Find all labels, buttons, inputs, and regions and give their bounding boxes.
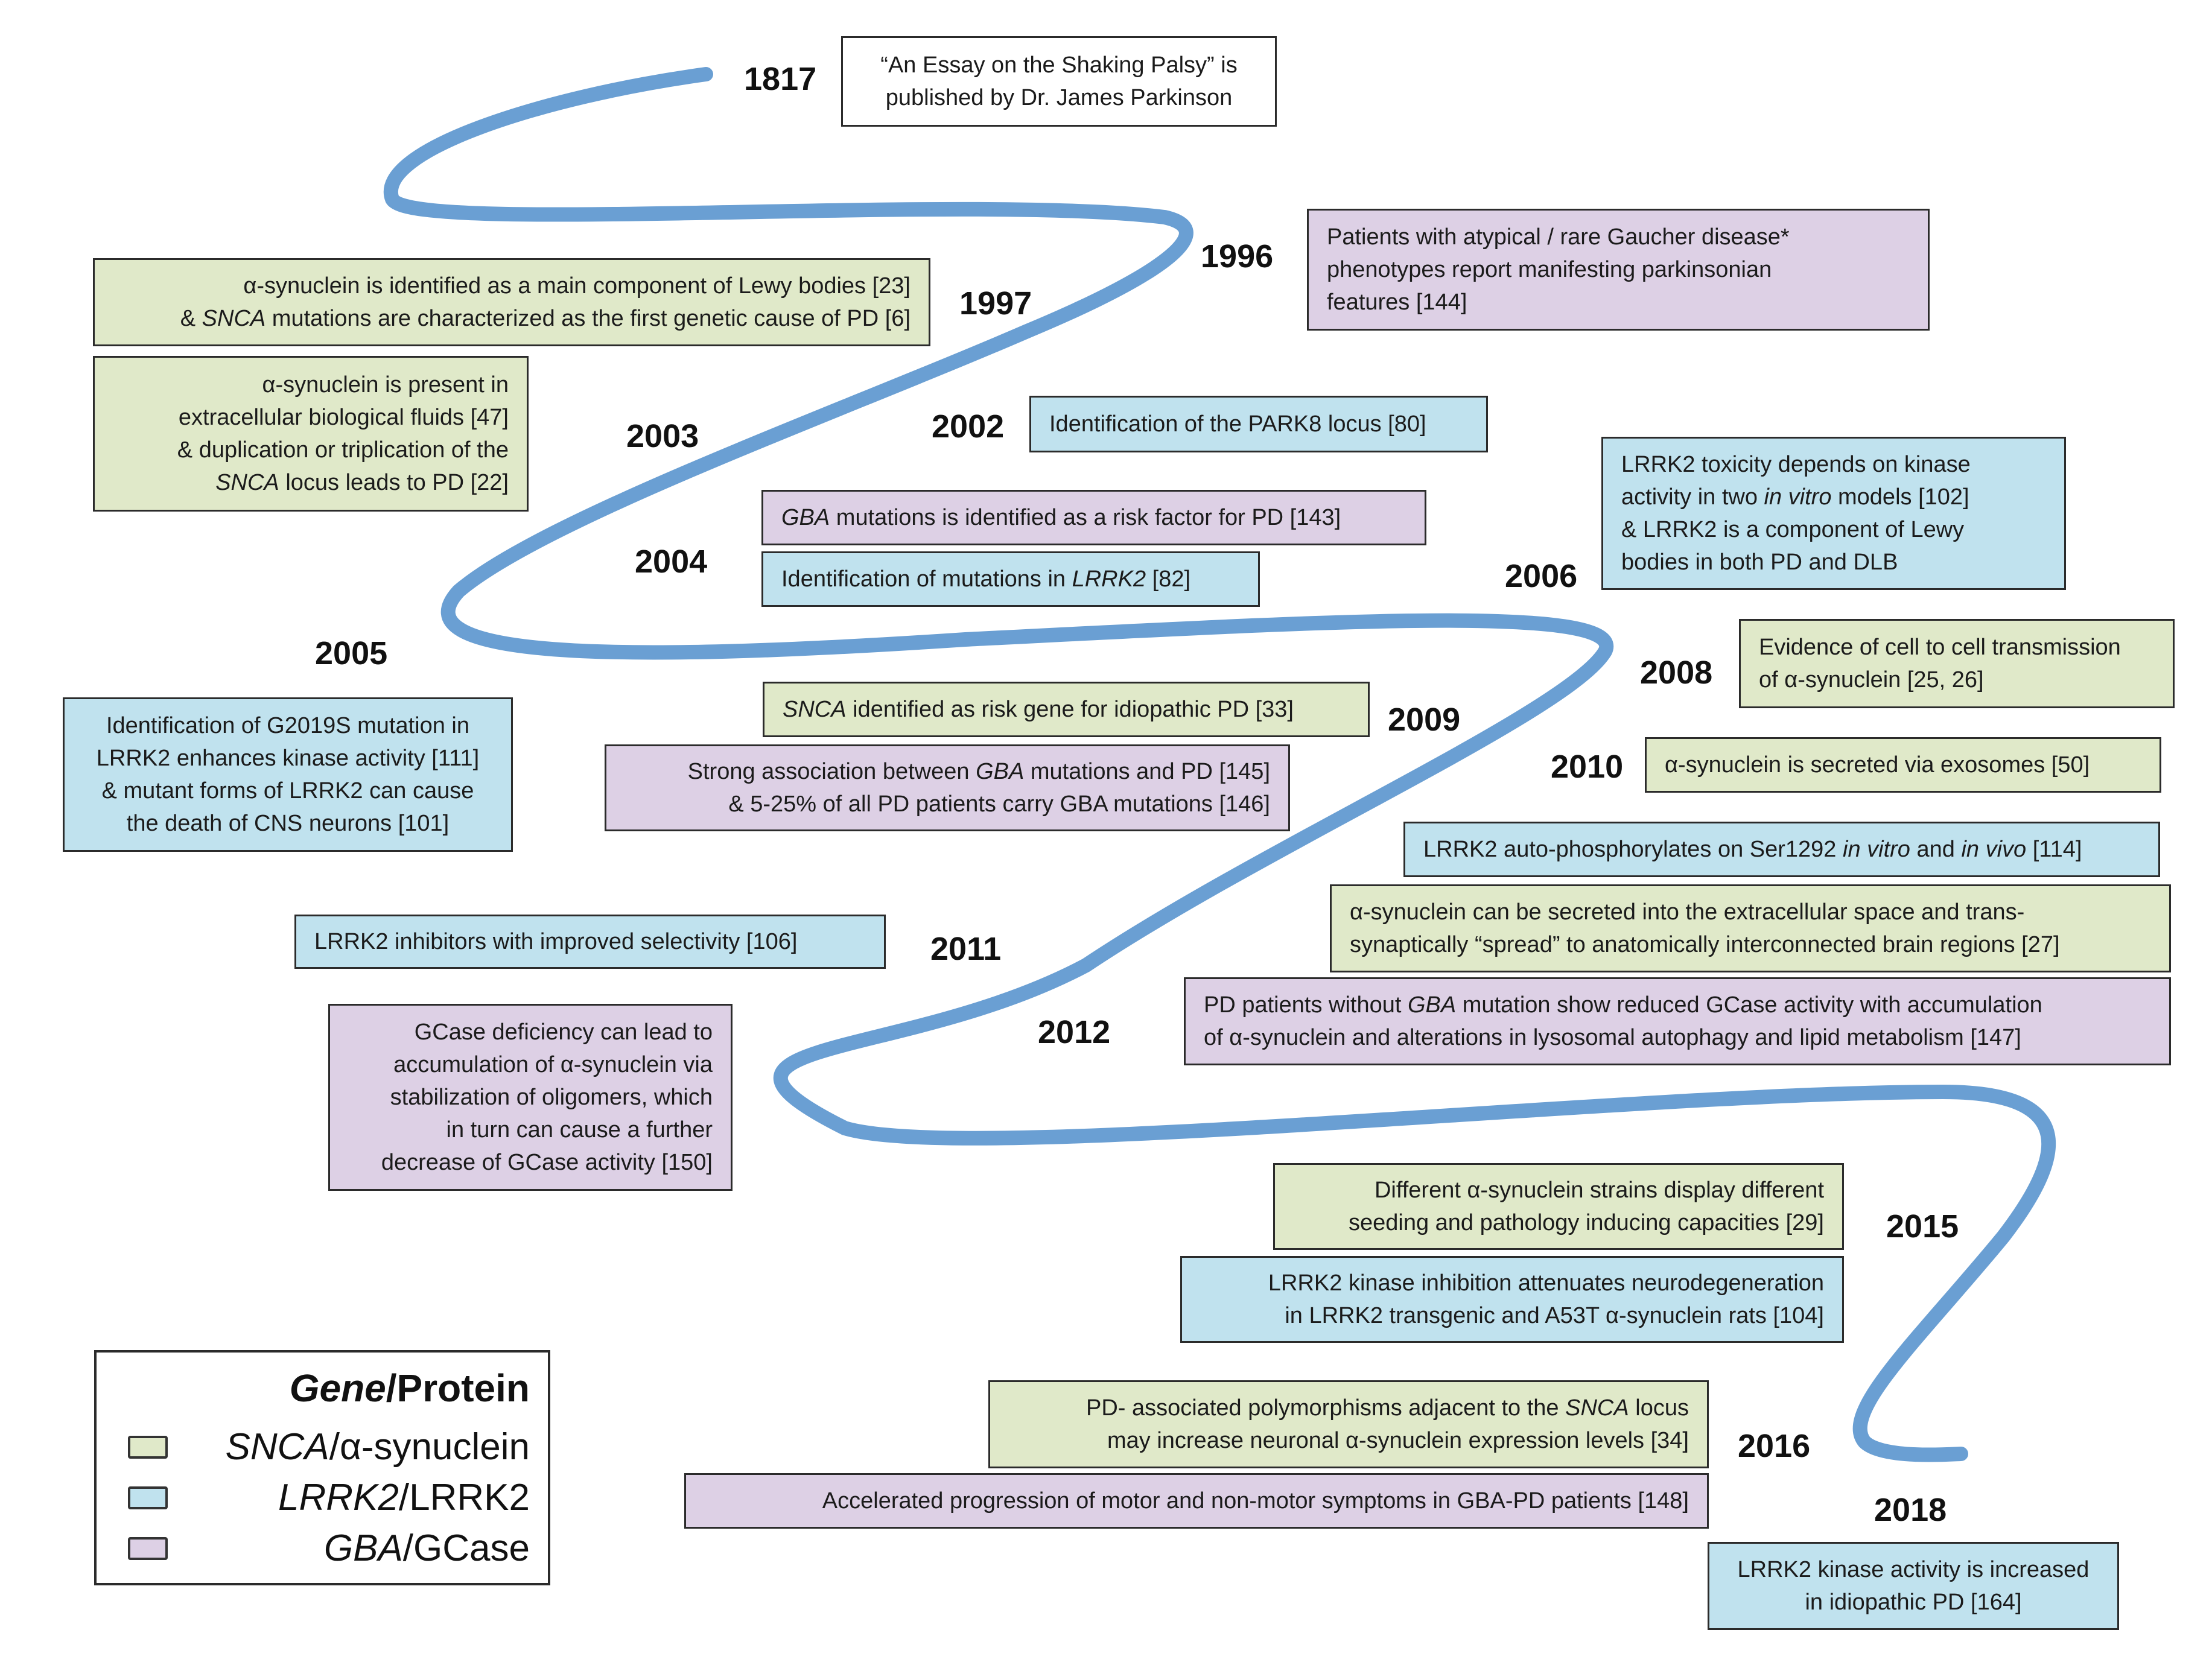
event-text-segment: activity in two: [1621, 484, 1764, 510]
event-text-line: [1327, 286, 1467, 319]
event-text-segment: α-synuclein is present in: [262, 372, 509, 398]
event-text-segment: Identification of G2019S mutation in: [106, 713, 470, 738]
event-text-segment: SNCA: [783, 697, 847, 722]
year-label: 1996: [1201, 238, 1274, 274]
event-text-segment: mutation show reduced GCase activity with accumulation: [1456, 992, 2042, 1018]
event-text-line: [102, 775, 474, 807]
event-text-line: [127, 807, 449, 840]
event-2004-lrrk2: [761, 551, 1260, 607]
event-text-line: [1350, 928, 2060, 961]
event-2012-gba-patients: [1184, 977, 2171, 1065]
event-text-segment: stabilization of oligomers, which: [390, 1085, 713, 1110]
legend-title-separator: /: [386, 1366, 397, 1410]
event-text-line: [1805, 1586, 2021, 1619]
event-text-line: [783, 693, 1294, 726]
event-text-segment: Strong association between: [687, 759, 976, 784]
legend-item-lrrk2: [97, 1477, 530, 1519]
event-text-segment: phenotypes report manifesting parkinsonian: [1327, 257, 1772, 282]
event-text-segment: LRRK2: [1072, 566, 1146, 592]
event-text-line: [179, 401, 509, 434]
year-label: 2016: [1738, 1428, 1811, 1464]
year-label: 2006: [1505, 558, 1578, 594]
event-text-line: [1285, 1299, 1824, 1332]
event-2016-gba: [684, 1473, 1709, 1529]
event-text-segment: α-synuclein can be secreted into the extracellular space and trans-: [1350, 899, 2025, 925]
event-text-segment: accumulation of α-synuclein via: [393, 1052, 713, 1077]
event-text-line: [180, 302, 911, 335]
event-text-segment: in idiopathic PD [164]: [1805, 1590, 2022, 1615]
event-1997: [93, 258, 930, 346]
legend-gene: SNCA: [225, 1426, 329, 1468]
event-text-segment: mutations is identified as a risk factor for PD [143]: [830, 505, 1341, 530]
event-text-segment: identified as risk gene for idiopathic PD [33]: [846, 697, 1294, 722]
event-text-line: [1049, 408, 1426, 440]
legend-swatch-lrrk2: [128, 1486, 168, 1509]
event-text-line: [1204, 989, 2042, 1021]
legend: [94, 1350, 550, 1585]
year-label: 2009: [1388, 702, 1461, 738]
event-text-line: [97, 742, 479, 775]
event-text-line: [447, 1114, 713, 1146]
event-1817: [841, 36, 1277, 127]
event-text-segment: &: [180, 306, 202, 331]
event-text-segment: “An Essay on the Shaking Palsy” is: [880, 52, 1238, 78]
year-label: 2004: [635, 544, 708, 580]
event-text-segment: in vitro: [1764, 484, 1832, 510]
event-text-segment: & mutant forms of LRRK2 can cause: [101, 778, 474, 804]
event-text-line: [1759, 631, 2121, 664]
legend-title-protein: Protein: [396, 1366, 530, 1410]
event-text-segment: Different α-synuclein strains display different: [1374, 1178, 1824, 1203]
event-2015-inhibition: [1180, 1256, 1844, 1343]
event-text-line: [1423, 833, 2082, 866]
event-text-segment: [82]: [1146, 566, 1191, 592]
event-2004-gba: [761, 490, 1426, 545]
event-text-segment: seeding and pathology inducing capacities [29]: [1348, 1210, 1824, 1235]
event-text-line: [1759, 664, 1984, 696]
year-label: 2010: [1551, 749, 1624, 785]
event-text-segment: LRRK2 inhibitors with improved selectivity [106]: [314, 929, 798, 954]
event-2015-strains: [1273, 1163, 1844, 1250]
event-text-segment: may increase neuronal α-synuclein expression levels [34]: [1107, 1428, 1689, 1453]
event-text-segment: in vivo: [1961, 837, 2027, 862]
event-text-segment: of α-synuclein and alterations in lysosomal autophagy and lipid metabolism [147]: [1204, 1025, 2021, 1050]
event-text-segment: & LRRK2 is a component of Lewy: [1621, 517, 1965, 542]
event-2008: [1739, 619, 2175, 708]
event-text-segment: Identification of mutations in: [781, 566, 1072, 592]
event-text-line: [415, 1016, 713, 1048]
event-2018: [1708, 1542, 2119, 1630]
event-text-line: [886, 81, 1233, 114]
event-text-segment: LRRK2 kinase inhibition attenuates neurodegeneration: [1268, 1270, 1824, 1296]
event-text-segment: of α-synuclein [25, 26]: [1759, 667, 1984, 693]
event-text-line: [1665, 749, 2090, 781]
event-1996: [1307, 209, 1930, 331]
event-text-segment: SNCA: [202, 306, 266, 331]
legend-label: LRRK2/LRRK2: [278, 1477, 530, 1518]
event-text-segment: Evidence of cell to cell transmission: [1759, 635, 2121, 660]
event-text-segment: features [144]: [1327, 290, 1467, 315]
event-2006: [1601, 437, 2066, 590]
year-label: 1997: [959, 285, 1032, 322]
event-2011-lrrk2-autophos: [1403, 822, 2160, 877]
event-text-segment: models [102]: [1831, 484, 1969, 510]
event-text-line: [781, 563, 1190, 595]
legend-protein: GCase: [413, 1527, 530, 1569]
event-text-line: [781, 501, 1341, 534]
event-text-segment: PD- associated polymorphisms adjacent to the: [1085, 1395, 1566, 1421]
event-text-segment: α-synuclein is secreted via exosomes [50]: [1665, 752, 2090, 778]
legend-protein: α-synuclein: [340, 1426, 530, 1468]
event-text-line: [177, 434, 509, 466]
event-text-line: [1738, 1553, 2090, 1586]
event-text-line: [243, 270, 911, 302]
event-text-segment: Identification of the PARK8 locus [80]: [1049, 411, 1426, 437]
legend-gene: GBA: [323, 1527, 403, 1569]
event-text-segment: mutations and PD [145]: [1024, 759, 1270, 784]
legend-swatch-gba: [128, 1537, 168, 1560]
legend-protein: LRRK2: [409, 1477, 530, 1518]
event-text-segment: locus leads to PD [22]: [279, 470, 509, 495]
event-text-segment: and: [1910, 837, 1962, 862]
event-2016-snca: [988, 1380, 1709, 1468]
event-text-segment: LRRK2 kinase activity is increased: [1737, 1557, 2090, 1582]
event-text-segment: locus: [1629, 1395, 1689, 1421]
legend-title: [290, 1366, 530, 1410]
event-text-segment: in vitro: [1843, 837, 1910, 862]
event-text-segment: GBA: [976, 759, 1025, 784]
event-text-line: [688, 755, 1270, 788]
event-2012-gcase: [328, 1004, 733, 1191]
year-label: 2003: [626, 418, 699, 454]
event-text-segment: mutations are characterized as the first genetic cause of PD [6]: [265, 306, 911, 331]
legend-item-snca: [97, 1426, 530, 1468]
event-text-segment: the death of CNS neurons [101]: [126, 811, 450, 836]
event-text-line: [262, 369, 509, 401]
event-text-line: [106, 709, 469, 742]
year-label: 2011: [930, 931, 1002, 967]
event-text-segment: GCase deficiency can lead to: [414, 1020, 713, 1045]
event-text-line: [1621, 546, 1898, 579]
event-text-segment: LRRK2 toxicity depends on kinase: [1621, 452, 1971, 477]
event-text-line: [1621, 513, 1964, 546]
event-text-segment: SNCA: [215, 470, 279, 495]
event-text-segment: α-synuclein is identified as a main component of Lewy bodies [23]: [243, 273, 911, 299]
event-text-line: [1349, 1207, 1824, 1239]
legend-label: GBA/GCase: [323, 1527, 530, 1569]
event-2003: [93, 356, 529, 512]
event-2009-snca: [763, 682, 1370, 737]
event-text-line: [1268, 1267, 1824, 1299]
event-text-segment: & duplication or triplication of the: [177, 437, 509, 463]
event-text-line: [393, 1048, 713, 1081]
event-text-line: [1621, 481, 1969, 513]
event-text-line: [1621, 448, 1971, 481]
event-2011-snca-spread: [1330, 884, 2171, 972]
event-text-segment: LRRK2 enhances kinase activity [111]: [96, 746, 480, 771]
legend-swatch-snca: [128, 1436, 168, 1459]
legend-label: SNCA/α-synuclein: [225, 1426, 530, 1468]
event-text-segment: synaptically “spread” to anatomically interconnected brain regions [27]: [1350, 932, 2060, 957]
event-text-line: [215, 466, 509, 499]
event-text-segment: in LRRK2 transgenic and A53T α-synuclein rats [104]: [1285, 1303, 1824, 1328]
event-2002: [1029, 396, 1488, 452]
event-text-line: [822, 1485, 1689, 1517]
event-text-segment: GBA: [1407, 992, 1457, 1018]
event-text-line: [1204, 1021, 2021, 1054]
legend-gene: LRRK2: [278, 1477, 399, 1518]
event-text-segment: bodies in both PD and DLB: [1621, 550, 1898, 575]
event-text-line: [1107, 1424, 1689, 1457]
event-text-line: [728, 788, 1270, 820]
event-text-segment: GBA: [781, 505, 830, 530]
event-text-line: [1350, 896, 2024, 928]
event-text-line: [314, 925, 797, 958]
event-text-line: [1327, 253, 1772, 286]
event-text-line: [1375, 1174, 1824, 1207]
year-label: 2008: [1640, 655, 1713, 691]
event-text-segment: published by Dr. James Parkinson: [885, 85, 1233, 110]
event-text-segment: LRRK2 auto-phosphorylates on Ser1292: [1423, 837, 1843, 862]
event-2011-inhibitors: [294, 915, 886, 969]
event-text-segment: SNCA: [1565, 1395, 1629, 1421]
year-label: 1817: [744, 61, 817, 97]
event-text-segment: PD patients without: [1204, 992, 1408, 1018]
event-text-line: [1086, 1392, 1689, 1424]
year-label: 2002: [932, 408, 1005, 445]
event-text-segment: [114]: [2026, 837, 2082, 862]
event-text-segment: & 5-25% of all PD patients carry GBA mutations [146]: [728, 791, 1270, 817]
event-text-line: [381, 1146, 713, 1179]
legend-title-gene: Gene: [289, 1366, 386, 1410]
event-2010: [1645, 737, 2161, 793]
event-text-segment: decrease of GCase activity [150]: [381, 1150, 713, 1175]
event-text-line: [880, 49, 1237, 81]
event-2005: [63, 697, 513, 852]
event-2009-gba: [605, 744, 1290, 831]
event-text-line: [1327, 221, 1790, 253]
event-text-segment: in turn can cause a further: [446, 1117, 713, 1143]
event-text-segment: Accelerated progression of motor and non-motor symptoms in GBA-PD patients [148]: [822, 1488, 1689, 1514]
event-text-segment: Patients with atypical / rare Gaucher disease*: [1327, 224, 1790, 250]
event-text-line: [390, 1081, 713, 1114]
legend-item-gba: [97, 1527, 530, 1570]
year-label: 2018: [1874, 1492, 1947, 1528]
event-text-segment: extracellular biological fluids [47]: [178, 405, 509, 430]
year-label: 2012: [1038, 1014, 1111, 1050]
year-label: 2015: [1886, 1208, 1959, 1245]
year-label: 2005: [315, 635, 388, 671]
